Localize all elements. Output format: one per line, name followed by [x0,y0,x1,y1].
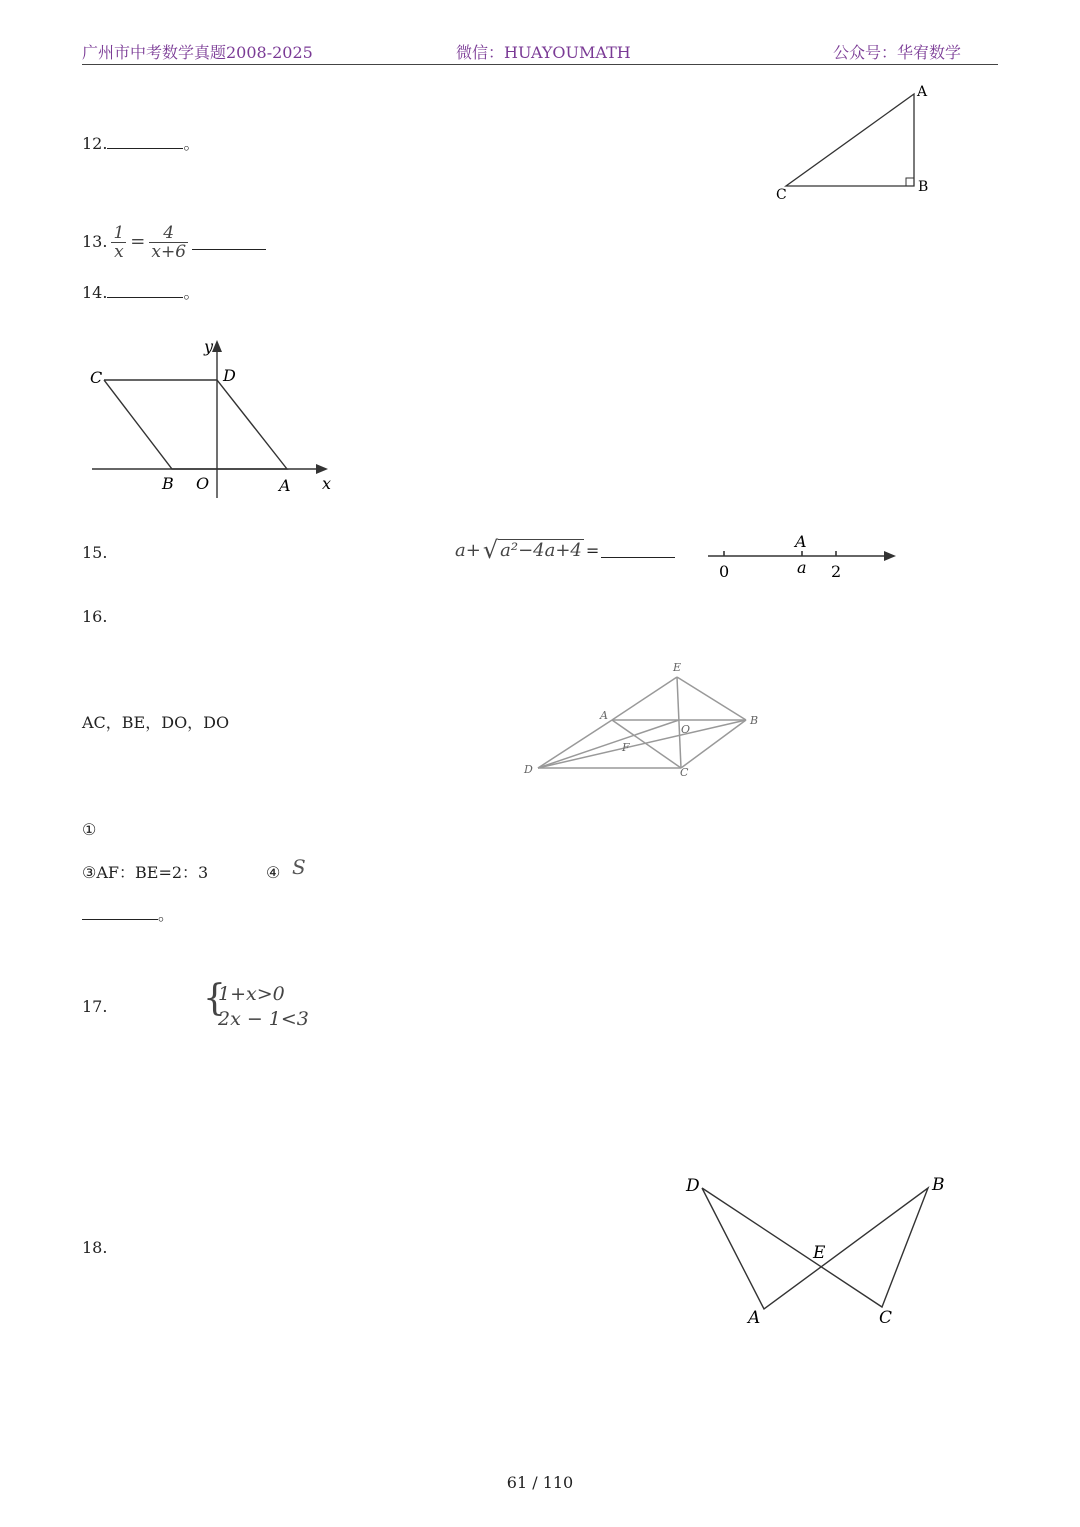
q17-brace: { [203,978,226,1019]
q17-system [218,982,309,1032]
q14-figure [82,332,352,502]
question-18: 18. [82,1238,108,1257]
q16-line-2: AC，BE，DO，DO [82,713,230,732]
question-15 [82,542,107,564]
label-b: B [918,179,929,195]
label-b: B [162,474,174,493]
label-a: a [797,558,807,577]
q13-lhs-num: 1 [113,222,125,243]
q15-number-line [700,530,900,582]
q13-equals: = [130,231,146,252]
page-number: 61 / 110 [506,1473,574,1492]
q13-prefix: 13. [82,232,108,251]
q15-text: 15. [82,543,108,562]
q13-rhs-num: 4 [149,224,188,243]
triangle-abc [786,94,914,186]
label-a: A [279,476,291,495]
q14-tail: 。 [183,283,200,302]
label-f: F [622,741,630,754]
q13-rhs-fraction [149,224,188,261]
q15-expression [455,534,675,566]
label-b: B [932,1175,945,1195]
q17-inequality-1: 1+x>0 [218,983,285,1005]
label-2: 2 [831,562,842,581]
q14-text: 14. [82,283,108,302]
q13-rhs-den: x+6 [151,241,187,262]
label-d: D [686,1176,700,1196]
right-angle-mark [906,178,914,186]
label-x: x [322,474,332,493]
radical-sign: √ [482,536,499,564]
label-c: C [90,368,103,387]
label-d: D [524,763,533,776]
q17-inequality-2: 2x − 1<3 [218,1008,309,1030]
q12-tail: 。 [183,134,200,153]
q16-area-ratio: S [292,855,306,879]
q13-lhs-fraction [111,224,126,261]
label-a: A [917,84,928,100]
q15-radicand: a²−4a+4 [500,540,582,561]
q13-lhs-den: x [114,241,124,262]
x-axis-arrow [316,464,328,474]
axis-arrow [884,551,896,561]
label-o: O [681,723,691,736]
label-e: E [813,1243,826,1263]
q16-lines [538,677,746,768]
q15-answer-blank [601,543,675,558]
label-a: A [600,709,608,722]
label-0: 0 [719,562,730,581]
label-e: E [673,661,682,674]
question-14 [82,282,199,304]
q12-text: 12. [82,134,108,153]
label-b: B [750,714,759,727]
question-13 [82,220,266,264]
q16-conclusion-4-mark: ④ [266,863,281,882]
q16-conclusion-4-expr [292,855,306,879]
header-left: 广州市中考数学真题2008-2025 [82,43,313,62]
q16-answer-line [82,904,174,926]
q13-answer-blank [192,235,266,250]
q16-line-1: 16. [82,607,108,626]
question-17: 17. [82,997,108,1016]
label-d: D [223,366,236,385]
header-rule [82,64,998,65]
label-point-a: A [795,532,807,551]
label-o: O [196,474,210,493]
header-center: 微信：HUAYOUMATH [456,43,631,62]
q14-answer-blank [107,283,183,298]
q12-answer-blank [107,134,183,149]
label-c: C [680,766,689,779]
q16-conclusion-3: ③AF：BE=2：3 [82,863,209,882]
q12-figure [760,78,950,208]
q16-figure [518,658,768,784]
q15-expr-a: a+ [455,539,481,561]
y-axis-arrow [212,340,222,352]
question-12 [82,133,199,155]
label-a: A [748,1308,761,1328]
q16-answer-blank [82,905,158,920]
label-c: C [776,187,787,203]
label-c: C [879,1308,893,1328]
q16-answer-tail: 。 [158,905,175,924]
q15-equals: = [585,540,600,560]
rhombus-abcd [104,380,287,469]
q18-figure [680,1168,960,1333]
header-right: 公众号：华宥数学 [833,43,962,62]
label-y: y [204,337,214,356]
q16-conclusions-1-2: ① [82,820,97,839]
